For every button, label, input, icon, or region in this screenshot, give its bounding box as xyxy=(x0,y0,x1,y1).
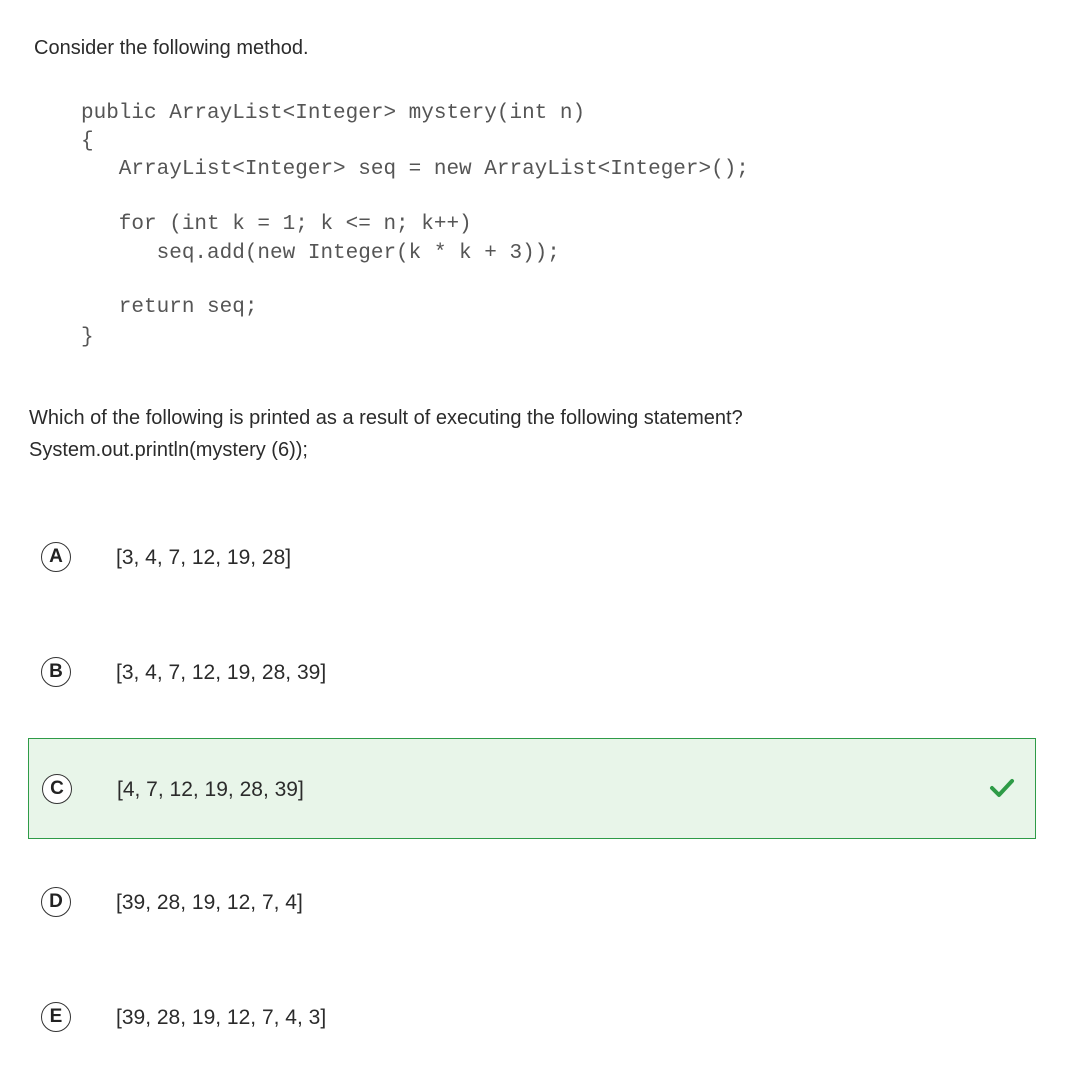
question-statement: System.out.println(mystery (6)); xyxy=(29,439,308,461)
code-line: return seq; xyxy=(81,296,258,319)
option-text: [3, 4, 7, 12, 19, 28] xyxy=(116,546,292,569)
answer-option-c[interactable] xyxy=(28,738,1036,839)
option-letter-badge: B xyxy=(41,657,71,687)
answer-option-a[interactable] xyxy=(28,508,1036,609)
option-text: [3, 4, 7, 12, 19, 28, 39] xyxy=(116,661,327,684)
option-text: [39, 28, 19, 12, 7, 4, 3] xyxy=(116,1006,327,1029)
option-text: [39, 28, 19, 12, 7, 4] xyxy=(116,891,303,914)
option-letter-badge: C xyxy=(42,774,72,804)
question-line: Which of the following is printed as a result of executing the following statement? xyxy=(29,407,743,429)
answer-option-e[interactable] xyxy=(28,968,1036,1069)
answer-option-d[interactable] xyxy=(28,853,1036,954)
checkmark-icon xyxy=(989,777,1015,799)
code-line: { xyxy=(81,130,94,153)
option-letter-badge: A xyxy=(41,542,71,572)
option-text: [4, 7, 12, 19, 28, 39] xyxy=(117,778,304,801)
code-line: ArrayList<Integer> seq = new ArrayList<Integer>(); xyxy=(81,158,749,181)
code-line: for (int k = 1; k <= n; k++) xyxy=(81,213,472,236)
code-line: public ArrayList<Integer> mystery(int n) xyxy=(81,102,586,125)
option-letter-badge: E xyxy=(41,1002,71,1032)
question-intro: Consider the following method. xyxy=(34,37,309,59)
code-line: } xyxy=(81,326,94,349)
option-letter-badge: D xyxy=(41,887,71,917)
answer-option-b[interactable] xyxy=(28,623,1036,724)
code-line: seq.add(new Integer(k * k + 3)); xyxy=(81,242,560,265)
question-text xyxy=(29,402,743,466)
